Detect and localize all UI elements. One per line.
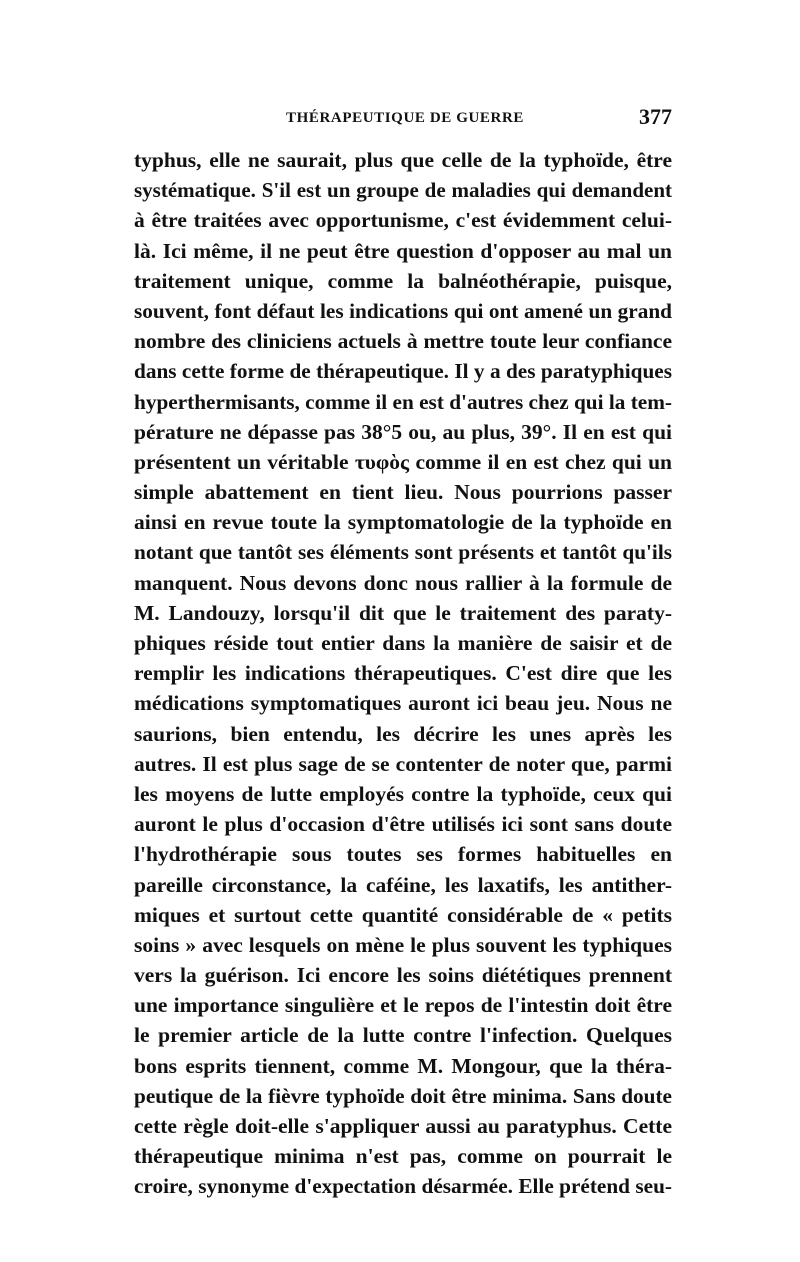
text-line: l'hydrothérapie sous toutes ses formes habituelles en (134, 842, 672, 867)
text-line: à être traitées avec opportunisme, c'est évidemment celui- (134, 208, 672, 233)
running-head (134, 104, 672, 134)
text-line: les moyens de lutte employés contre la typhoïde, ceux qui (134, 781, 672, 806)
text-line: hyperthermisants, comme il en est d'autres chez qui la tem- (134, 389, 672, 414)
text-line: dans cette forme de thérapeutique. Il y a des paratyphiques (134, 359, 672, 384)
text-line: saurions, bien entendu, les décrire les unes après les (134, 721, 672, 746)
text-line: systématique. S'il est un groupe de maladies qui demandent (134, 178, 672, 203)
text-line: thérapeutique minima n'est pas, comme on pourrait le (134, 1144, 672, 1169)
text-line: présentent un véritable τυφὸς comme il en est chez qui un (134, 449, 672, 474)
text-line: notant que tantôt ses éléments sont présents et tantôt qu'ils (134, 540, 672, 565)
text-line: autres. Il est plus sage de se contenter de noter que, parmi (134, 751, 672, 776)
text-line: simple abattement en tient lieu. Nous pourrions passer (134, 480, 672, 505)
text-line: croire, synonyme d'expectation désarmée. Elle prétend seu- (134, 1174, 672, 1199)
page-number: 377 (639, 104, 672, 129)
text-line: phiques réside tout entier dans la manière de saisir et de (134, 631, 672, 655)
text-line: traitement unique, comme la balnéothérapie, puisque, (134, 268, 672, 293)
text-line: cette règle doit-elle s'appliquer aussi au paratyphus. Cette (134, 1114, 672, 1138)
text-line: le premier article de la lutte contre l'infection. Quelques (134, 1023, 672, 1048)
text-line: ainsi en revue toute la symptomatologie de la typhoïde en (134, 510, 672, 535)
text-line: remplir les indications thérapeutiques. C'est dire que les (134, 661, 672, 686)
text-line: pareille circonstance, la caféine, les laxatifs, les antither- (134, 872, 672, 897)
text-line: typhus, elle ne saurait, plus que celle de la typhoïde, être (134, 148, 672, 172)
body-text (134, 145, 672, 1202)
text-line: manquent. Nous devons donc nous rallier à la formule de (134, 570, 672, 595)
text-line: bons esprits tiennent, comme M. Mongour, que la théra- (134, 1053, 672, 1078)
text-line: M. Landouzy, lorsqu'il dit que le traitement des paraty- (134, 600, 672, 625)
text-line: soins » avec lesquels on mène le plus souvent les typhiques (134, 932, 672, 957)
text-line: une importance singulière et le repos de l'intestin doit être (134, 993, 672, 1018)
text-line: peutique de la fièvre typhoïde doit être minima. Sans doute (134, 1083, 672, 1108)
text-line: médications symptomatiques auront ici beau jeu. Nous ne (134, 691, 672, 716)
running-title: THÉRAPEUTIQUE DE GUERRE (286, 110, 525, 126)
text-line: miques et surtout cette quantité considérable de « petits (134, 902, 672, 927)
text-line: souvent, font défaut les indications qui ont amené un grand (134, 298, 672, 323)
text-line: auront le plus d'occasion d'être utilisés ici sont sans doute (134, 812, 672, 837)
text-line: nombre des cliniciens actuels à mettre toute leur confiance (134, 329, 672, 354)
text-line: là. Ici même, il ne peut être question d'opposer au mal un (134, 238, 672, 263)
text-line: vers la guérison. Ici encore les soins diététiques prennent (134, 963, 672, 988)
text-line: pérature ne dépasse pas 38°5 ou, au plus, 39°. Il en est qui (134, 419, 672, 444)
